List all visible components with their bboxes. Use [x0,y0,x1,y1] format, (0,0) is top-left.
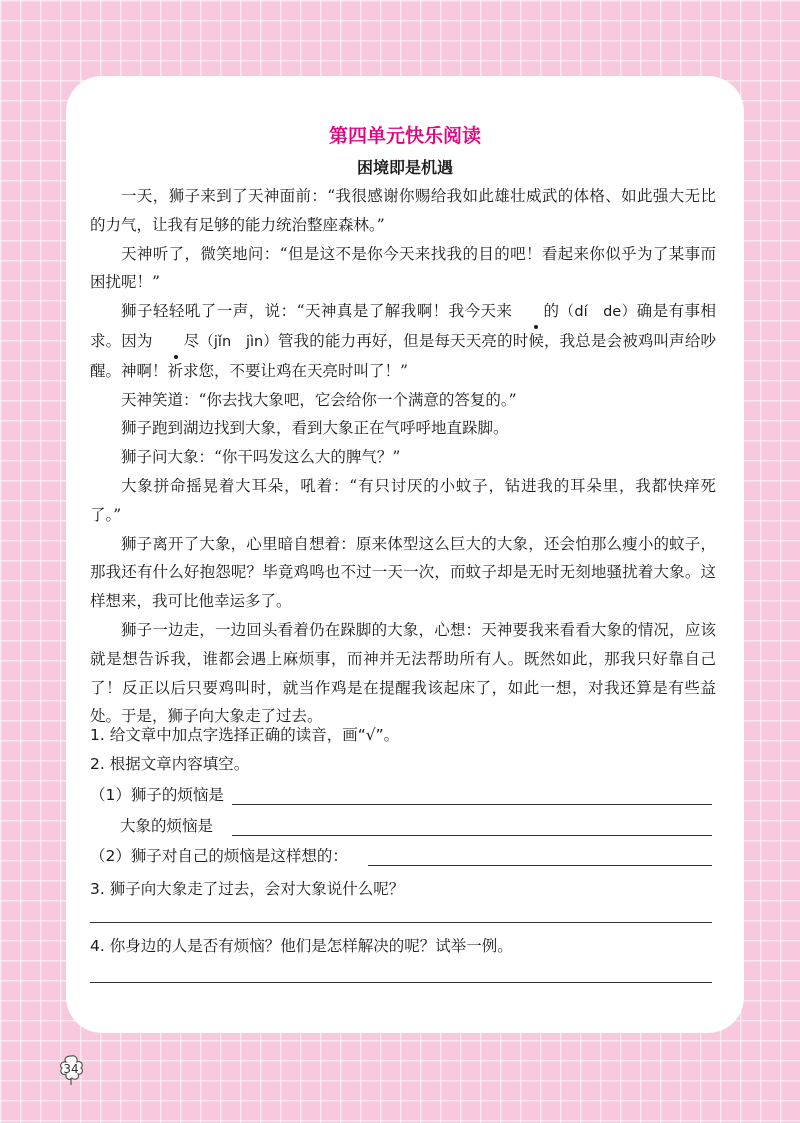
answer-line-2-1[interactable] [232,804,712,805]
paragraph-3-part-a: 狮子轻轻吼了一声，说：“天神真是了解我啊！我今天来 [121,302,513,321]
answer-line-2-2[interactable] [368,865,712,866]
story-title: 困境即是机遇 [356,158,453,177]
question-2: 2. 根据文章内容填空。 [90,755,250,773]
story-paragraph-9: 狮子一边走，一边回头看着仍在跺脚的大象，心想：天神要我来看看大象的情况，应该就是想告诉我，谁都会遇上麻烦事，而神并无法帮助所有人。既然如此，那我只好靠自己了！反正以后只要鸡叫时，就当作鸡是在提醒我该起床了，如此一想，对我还算是有些益处。于是，狮子向大象走了过去。 [90,620,716,726]
page-number-badge [56,1052,86,1086]
story-paragraph-5: 狮子跑到湖边找到大象，看到大象正在气呼呼地直跺脚。 [121,419,509,438]
unit-title: 第四单元快乐阅读 [328,125,481,147]
dotted-char-de: 的 [512,297,559,326]
page-number: 34 [63,1062,79,1076]
paragraph-3-part-b: 确是有事相求。因为 [90,302,716,350]
question-3: 3. 狮子向大象走了过去，会对大象说什么呢？ [90,880,405,898]
question-2-1-label: （1）狮子的烦恼是 [90,786,224,804]
story-paragraph-3 [90,297,716,385]
story-text [90,182,716,731]
pinyin-choice-jin[interactable]: （jǐn jìn） [199,333,278,350]
question-2-2-label: （2）狮子对自己的烦恼是这样想的： [90,847,348,865]
story-paragraph-2: 天神听了，微笑地问：“但是这不是你今天来找我的目的吧！看起来你似乎为了某事而困扰呢！” [90,244,716,292]
paragraph-3-part-c: 管我的能力再好，但是每天天亮的时候，我总是会被鸡叫声给吵醒。神啊！祈求您，不要让鸡在天亮时叫了！” [90,331,716,380]
story-paragraph-1: 一天，狮子来到了天神面前：“我很感谢你赐给我如此雄壮威武的体格、如此强大无比的力气，让我有足够的能力统治整座森林。” [90,187,716,234]
answer-line-3[interactable] [90,922,712,923]
story-paragraph-7: 大象拼命摇晃着大耳朵，吼着：“有只讨厌的小蚊子，钻进我的耳朵里，我都快痒死了。” [90,476,716,524]
question-2-1b-label: 大象的烦恼是 [120,817,214,835]
answer-line-2-1b[interactable] [232,835,712,836]
pinyin-choice-de[interactable]: （dí de） [559,304,637,321]
question-4: 4. 你身边的人是否有烦恼？他们是怎样解决的呢？试举一例。 [90,937,513,955]
question-1: 1. 给文章中加点字选择正确的读音，画“√”。 [90,726,400,744]
dotted-char-jin: 尽 [153,327,200,356]
story-paragraph-4: 天神笑道：“你去找大象吧，它会给你一个满意的答复的。” [121,390,517,409]
answer-line-4[interactable] [90,982,712,983]
story-paragraph-6: 狮子问大象：“你干吗发这么大的脾气？” [121,448,401,467]
story-paragraph-8: 狮子离开了大象，心里暗自想着：原来体型这么巨大的大象，还会怕那么瘦小的蚊子，那我还有什么好抱怨呢？毕竟鸡鸣也不过一天一次，而蚊子却是无时无刻地骚扰着大象。这样想来，我可比他幸运多了。 [90,534,716,611]
content-card [66,76,744,1033]
